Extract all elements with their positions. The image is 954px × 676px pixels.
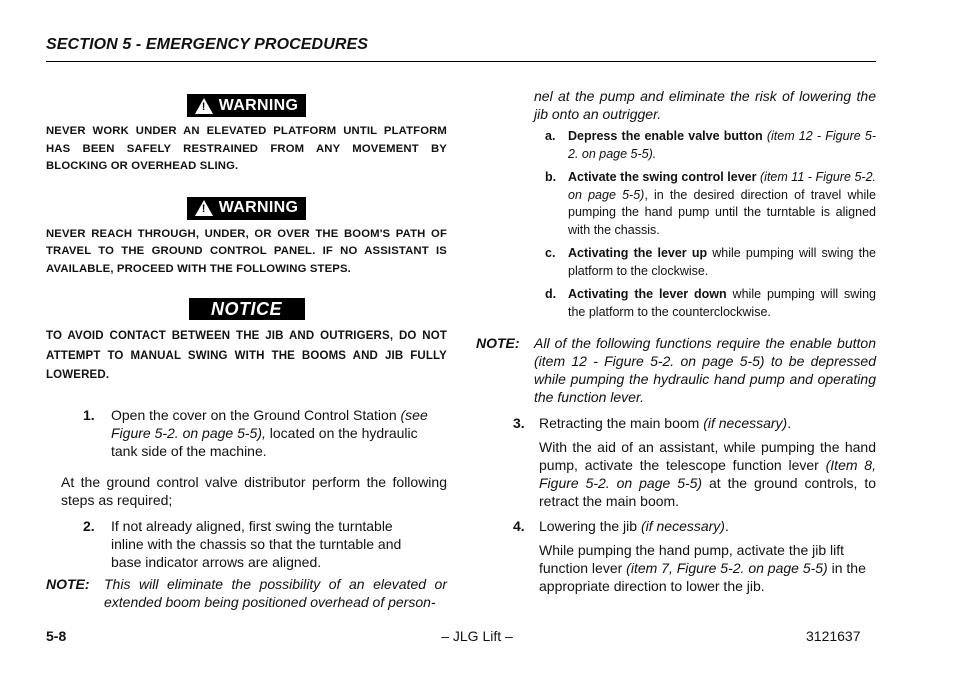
- note-text: This will eliminate the possibility of an elevated or extended boom being positioned overhead of person-: [104, 575, 447, 610]
- substep-letter: d.: [545, 287, 557, 301]
- step-1: [46, 406, 447, 460]
- step-3-text: [539, 414, 791, 432]
- substep-rest: , in the desired direction of travel while pumping the hand pump until the turntable is aligned with the chassis.: [568, 187, 876, 237]
- intro-paragraph: At the ground control valve distributor perform the following steps as required;: [61, 473, 447, 508]
- substep-letter: a.: [545, 129, 556, 143]
- warning-label: WARNING: [218, 96, 299, 114]
- step-number: 4.: [513, 518, 525, 534]
- figure-reference: (item 7, Figure 5-2. on page 5-5): [626, 560, 828, 576]
- warning-triangle-icon: !: [195, 98, 213, 114]
- document-number: 3121637: [806, 628, 861, 644]
- step-4-text: [539, 517, 729, 535]
- note-1-continued: [476, 87, 876, 123]
- step-4: [476, 517, 876, 535]
- right-column: [476, 87, 876, 595]
- step-number: 2.: [83, 517, 95, 534]
- note-text: All of the following functions require the enable button (item 12 - Figure 5-2. on page 5-5) to be depressed while pumping the hydraulic hand pump and operating the function lever.: [534, 335, 876, 405]
- note-text: nel at the pump and eliminate the risk of lowering the jib onto an outrigger.: [534, 88, 876, 122]
- figure-reference: (see Figure 5-2. on page 5-5),: [111, 406, 428, 441]
- footer-brand: – JLG Lift –: [441, 628, 513, 644]
- substep-text: [568, 245, 876, 280]
- step-paragraph-text: in the appropriate direction to lower the jib.: [539, 560, 866, 594]
- step-number: 3.: [513, 415, 525, 431]
- step-3-paragraph: [476, 438, 876, 510]
- note-2: [476, 334, 876, 406]
- step-1-text: [111, 406, 447, 460]
- substep-action: Activating the lever up: [568, 246, 708, 260]
- notice-banner: [46, 298, 447, 320]
- warning-label-box: [187, 94, 306, 117]
- figure-reference: (item 11 - Figure 5-2. on page 5-5): [568, 170, 876, 202]
- note-label: NOTE:: [476, 335, 520, 351]
- left-column: [46, 94, 447, 611]
- substep-rest: while pumping will swing the platform to the counterclockwise.: [568, 287, 876, 319]
- notice-text: TO AVOID CONTACT BETWEEN THE JIB AND OUTRIGERS, DO NOT ATTEMPT TO MANUAL SWING WITH THE BOOMS AND JIB FULLY LOWERED.: [46, 330, 447, 381]
- warning-triangle-icon: !: [195, 200, 213, 216]
- step-2: [46, 517, 423, 571]
- page-number: 5-8: [46, 628, 67, 644]
- header-rule: [46, 61, 876, 62]
- step-paragraph-text: at the ground controls, to retract the main boom.: [539, 475, 876, 509]
- substep-d: [545, 286, 876, 321]
- step-text: Open the cover on the Ground Control Station: [111, 406, 401, 423]
- substep-list: [476, 128, 876, 321]
- step-paragraph-text: While pumping the hand pump, activate the jib lift function lever: [539, 542, 845, 576]
- substep-letter: c.: [545, 246, 556, 260]
- substep-b: [545, 169, 876, 239]
- step-qualifier: (if necessary): [703, 415, 788, 431]
- step-3: [476, 414, 876, 432]
- substep-rest: while pumping will swing the platform to the clockwise.: [568, 246, 876, 278]
- warning-label: WARNING: [218, 199, 299, 216]
- figure-reference: (Item 8, Figure 5-2. on page 5-5): [539, 457, 876, 491]
- step-qualifier: (if necessary): [640, 518, 725, 534]
- substep-letter: b.: [545, 170, 557, 184]
- substep-text: [568, 286, 876, 321]
- substep-action: Activate the swing control lever: [568, 170, 757, 184]
- substep-action: Activating the lever down: [568, 287, 727, 301]
- step-paragraph-text: With the aid of an assistant, while pumping the hand pump, activate the telescope function lever: [539, 439, 876, 473]
- figure-reference: (item 12 - Figure 5-2. on page 5-5).: [568, 129, 876, 161]
- warning-text-1: NEVER WORK UNDER AN ELEVATED PLATFORM UNTIL PLATFORM HAS BEEN SAFELY RESTRAINED FROM ANY MOVEMENT BY BLOCKING OR OVERHEAD SLING.: [46, 125, 447, 172]
- section-title: SECTION 5 - EMERGENCY PROCEDURES: [46, 36, 369, 53]
- warning-banner-1: [46, 94, 447, 117]
- warning-text-2: NEVER REACH THROUGH, UNDER, OR OVER THE BOOM'S PATH OF TRAVEL TO THE GROUND CONTROL PANEL. IF NO ASSISTANT IS AVAILABLE, PROCEED WITH THE FOLLOWING STEPS.: [46, 227, 447, 275]
- step-punctuation: .: [724, 518, 729, 534]
- substep-a: [545, 128, 876, 163]
- notice-label: NOTICE: [189, 298, 305, 320]
- substep-c: [545, 245, 876, 280]
- step-punctuation: .: [787, 415, 792, 431]
- warning-banner-2: [46, 197, 447, 220]
- step-text: Retracting the main boom: [539, 415, 704, 431]
- step-2-text: If not already aligned, first swing the turntable inline with the chassis so that the turntable and base indicator arrows are aligned.: [111, 517, 402, 570]
- step-number: 1.: [83, 406, 95, 423]
- step-text: located on the hydraulic tank side of the machine.: [111, 424, 418, 459]
- step-4-paragraph: [476, 541, 876, 595]
- warning-label-box: [187, 197, 306, 220]
- substep-text: [568, 128, 876, 163]
- substep-action: Depress the enable valve button: [568, 129, 763, 143]
- note-1: [46, 575, 447, 611]
- note-label: NOTE:: [46, 575, 90, 592]
- step-text: Lowering the jib: [539, 518, 641, 534]
- substep-text: [568, 169, 876, 239]
